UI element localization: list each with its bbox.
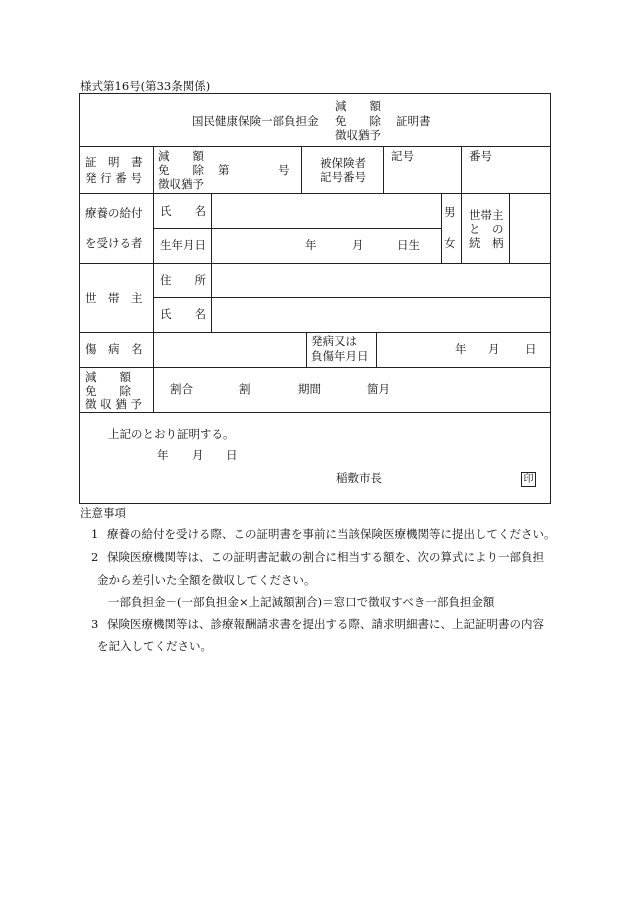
title-gen: 減 額 [335,99,381,113]
note-1-text: 療養の給付を受ける際、この証明書を事前に当該保険医療機関等に提出してください。 [107,527,556,541]
onset-label-1: 発病又は [311,334,357,348]
certify-text: 上記のとおり証明する。 [108,427,235,441]
onset-year: 年 [455,342,467,356]
recipient-label-2: を受ける者 [85,236,143,250]
dob-year: 年 [305,238,317,252]
relation-label-3: 続 柄 [469,236,504,250]
title-cho: 徴収猶予 [335,128,381,142]
row1-go: 号 [278,163,290,177]
relation-label-1: 世帯主 [469,208,504,222]
note-3-text-b: を記入してください。 [97,639,212,653]
householder-name-label: 氏 名 [160,307,206,321]
dob-day: 日生 [397,238,420,252]
wari-label: 割 [239,382,251,396]
cert-number-label-1: 証 明 書 [85,155,143,169]
months-label: 箇月 [367,382,390,396]
period-label: 期間 [298,382,321,396]
dob-label: 生年月日 [160,238,206,252]
male-label: 男 [444,205,456,219]
seal-mark: 印 [521,472,536,487]
row1-gen: 減 額 [158,149,204,163]
dob-month: 月 [352,238,364,252]
ratio-label: 割合 [170,382,193,396]
title-suffix: 証明書 [396,114,431,128]
reduction-gen: 減 額 [85,370,131,384]
row1-dai: 第 [218,163,230,177]
householder-label: 世 帯 主 [85,291,143,305]
cert-number-label-2: 発 行 番 号 [85,171,142,185]
note-3-text-a: 保険医療機関等は、診療報酬請求書を提出する際、請求明細書に、上記証明書の内容 [107,617,544,631]
insured-label-1: 被保険者 [320,156,366,170]
address-label: 住 所 [160,273,206,287]
form-number-label: 様式第16号(第33条関係) [80,79,211,93]
certify-day: 日 [226,448,238,462]
illness-label: 傷 病 名 [85,342,143,356]
row1-men: 免 除 [158,163,204,177]
bango-label: 番号 [469,149,492,163]
onset-label-2: 負傷年月日 [311,349,369,363]
certify-month: 月 [192,448,204,462]
reduction-men: 免 除 [85,384,131,398]
recipient-label-1: 療養の給付 [85,206,143,220]
onset-month: 月 [488,342,500,356]
note-2-number: 2 [91,550,99,564]
mayor-label: 稲敷市長 [336,471,382,485]
onset-day: 日 [525,342,537,356]
note-2-text-b: 金から差引いた全額を徴収してください。 [97,573,316,587]
note-1-number: 1 [91,527,99,541]
certify-year: 年 [157,448,169,462]
insured-label-2: 記号番号 [320,170,366,184]
reduction-cho: 徴 収 猶 予 [85,397,142,411]
row1-cho: 徴収猶予 [158,177,204,191]
title-men: 免 除 [335,114,381,128]
notes-title: 注意事項 [80,506,126,520]
recipient-name-label: 氏 名 [160,204,206,218]
note-2-text-a: 保険医療機関等は、この証明書記載の割合に相当する額を、次の算式により一部負担 [107,550,544,564]
note-3-number: 3 [91,617,99,631]
kigo-label: 記号 [391,149,414,163]
female-label: 女 [444,236,456,250]
title-main: 国民健康保険一部負担金 [192,114,319,128]
relation-label-2: と の [469,222,504,236]
note-2-formula: 一部負担金－(一部負担金×上記減額割合)＝窓口で徴収すべき一部負担金額 [108,595,495,609]
